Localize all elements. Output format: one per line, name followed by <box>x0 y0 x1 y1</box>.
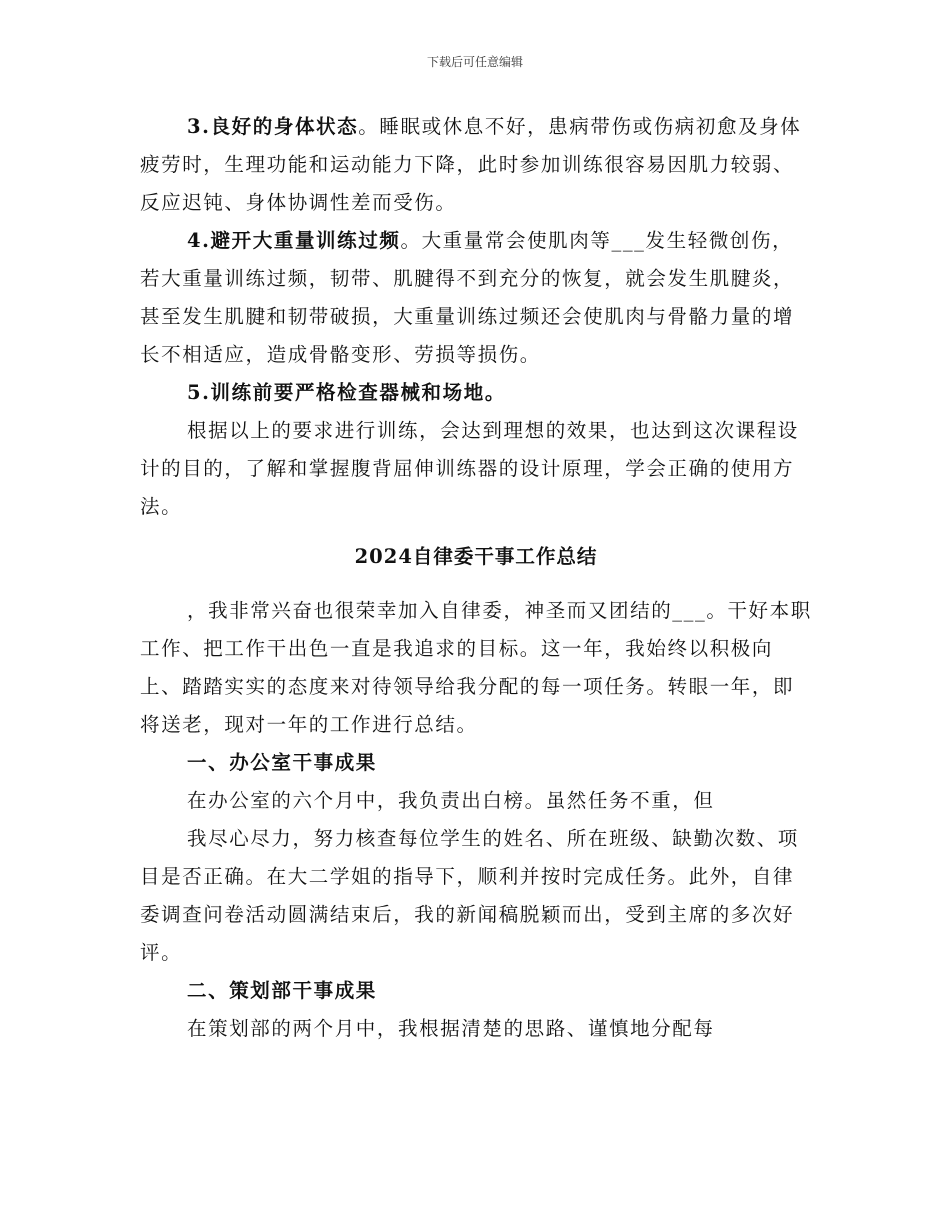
item-4-text: 。大重量常会使肌肉等___发生轻微创伤，若大重量训练过频，韧带、肌腱得不到充分的恢复，就会发生肌腱炎，甚至发生肌腱和韧带破损，大重量训练过频还会使肌肉与骨骼力量的增长不相适应，造成骨骼变形、劳损等损伤。 <box>140 229 795 366</box>
item-5-heading: 5.训练前要严格检查器械和场地。 <box>187 381 506 404</box>
item-3-heading: 3.良好的身体状态 <box>187 115 359 138</box>
article-title: 2024自律委干事工作总结 <box>354 545 598 568</box>
section-2-line-1: 在策划部的两个月中，我根据清楚的思路、谨慎地分配每 <box>187 1017 715 1040</box>
paragraph-item-4 <box>140 222 812 374</box>
item-3-text: 。睡眠或休息不好，患病带伤或伤病初愈及身体疲劳时，生理功能和运动能力下降，此时参加训练很容易因肌力较弱、反应迟钝、身体协调性差而受伤。 <box>140 115 802 214</box>
section-1-body: 我尽心尽力，努力核查每位学生的姓名、所在班级、缺勤次数、项目是否正确。在大二学姐的指导下，顺利并按时完成任务。此外，自律委调查问卷活动圆满结束后，我的新闻稿脱颖而出，受到主席的多次好评。 <box>140 827 799 964</box>
document-body <box>140 108 812 1048</box>
section-1-line-1: 在办公室的六个月中，我负责出白榜。虽然任务不重，但 <box>187 789 715 812</box>
paragraph-item-3 <box>140 108 812 222</box>
conclusion-paragraph: 根据以上的要求进行训练，会达到理想的效果，也达到这次课程设计的目的，了解和掌握腹背屈伸训练器的设计原理，学会正确的使用方法。 <box>140 419 799 518</box>
page-header: 下载后可任意编辑 <box>426 55 523 69</box>
section-2-heading: 二、策划部干事成果 <box>187 979 377 1002</box>
item-4-heading: 4.避开大重量训练过频 <box>187 229 401 252</box>
section-1-heading: 一、办公室干事成果 <box>187 751 377 774</box>
intro-paragraph: ，我非常兴奋也很荣幸加入自律委，神圣而又团结的___。干好本职工作、把工作干出色一直是我追求的目标。这一年，我始终以积极向上、踏踏实实的态度来对待领导给我分配的每一项任务。转眼一年，即将送老，现对一年的工作进行总结。 <box>140 599 812 736</box>
